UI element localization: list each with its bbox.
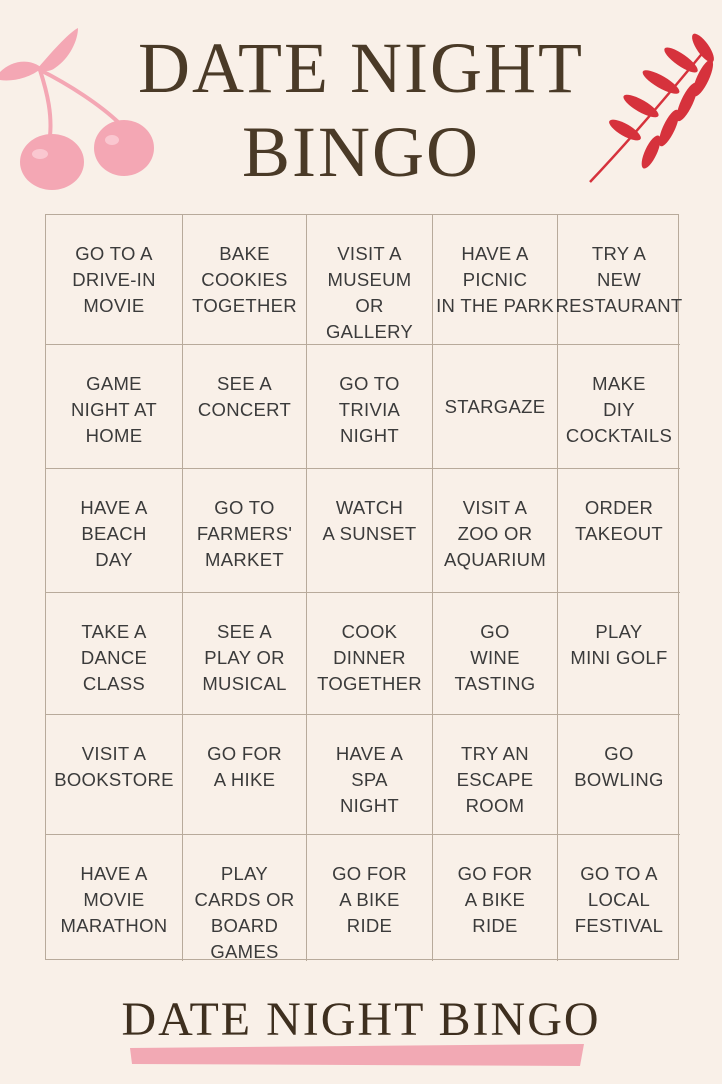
bingo-cell: GO BOWLING <box>558 715 680 835</box>
bingo-cell: VISIT A MUSEUM OR GALLERY <box>307 215 433 345</box>
bingo-cell: SEE A CONCERT <box>183 345 307 469</box>
bingo-cell: COOK DINNER TOGETHER <box>307 593 433 715</box>
bingo-cell: HAVE A SPA NIGHT <box>307 715 433 835</box>
bingo-cell: GO FOR A BIKE RIDE <box>433 835 558 961</box>
bingo-grid <box>45 214 683 962</box>
bingo-cell: VISIT A BOOKSTORE <box>46 715 183 835</box>
bingo-cell: HAVE A PICNIC IN THE PARK <box>433 215 558 345</box>
bingo-cell: GO TO FARMERS' MARKET <box>183 469 307 593</box>
bingo-cell: GO FOR A HIKE <box>183 715 307 835</box>
bingo-cell: HAVE A MOVIE MARATHON <box>46 835 183 961</box>
bingo-cell: GO TO A LOCAL FESTIVAL <box>574 863 664 936</box>
bingo-cell: VISIT A ZOO OR AQUARIUM <box>433 469 558 593</box>
bingo-cell: GO TO A DRIVE-IN MOVIE <box>46 215 183 345</box>
bingo-cell: MAKE DIY COCKTAILS <box>558 345 680 469</box>
bingo-cell: WATCH A SUNSET <box>307 469 433 593</box>
bingo-cell: GAME NIGHT AT HOME <box>46 345 183 469</box>
bingo-cell: STARGAZE <box>433 345 558 469</box>
footer-title: DATE NIGHT BINGO <box>121 993 601 1046</box>
bingo-cell: TRY A NEW RESTAURANT <box>558 215 680 345</box>
bingo-cell: ORDER TAKEOUT <box>558 469 680 593</box>
bingo-cell: TRY AN ESCAPE ROOM <box>433 715 558 835</box>
bingo-cell: GO TO TRIVIA NIGHT <box>307 345 433 469</box>
bingo-cell: SEE A PLAY OR MUSICAL <box>183 593 307 715</box>
bingo-cell: HAVE A BEACH DAY <box>46 469 183 593</box>
bingo-cell: PLAY MINI GOLF <box>558 593 680 715</box>
bingo-cell: PLAY CARDS OR BOARD GAMES <box>183 835 307 961</box>
page-title-line-1: DATE NIGHT <box>138 28 584 108</box>
bingo-cell: BAKE COOKIES TOGETHER <box>183 215 307 345</box>
bingo-cell: TAKE A DANCE CLASS <box>46 593 183 715</box>
bingo-cell: GO FOR A BIKE RIDE <box>307 835 433 961</box>
page-title-line-2: BINGO <box>242 112 480 192</box>
bingo-cell: GO WINE TASTING <box>433 593 558 715</box>
